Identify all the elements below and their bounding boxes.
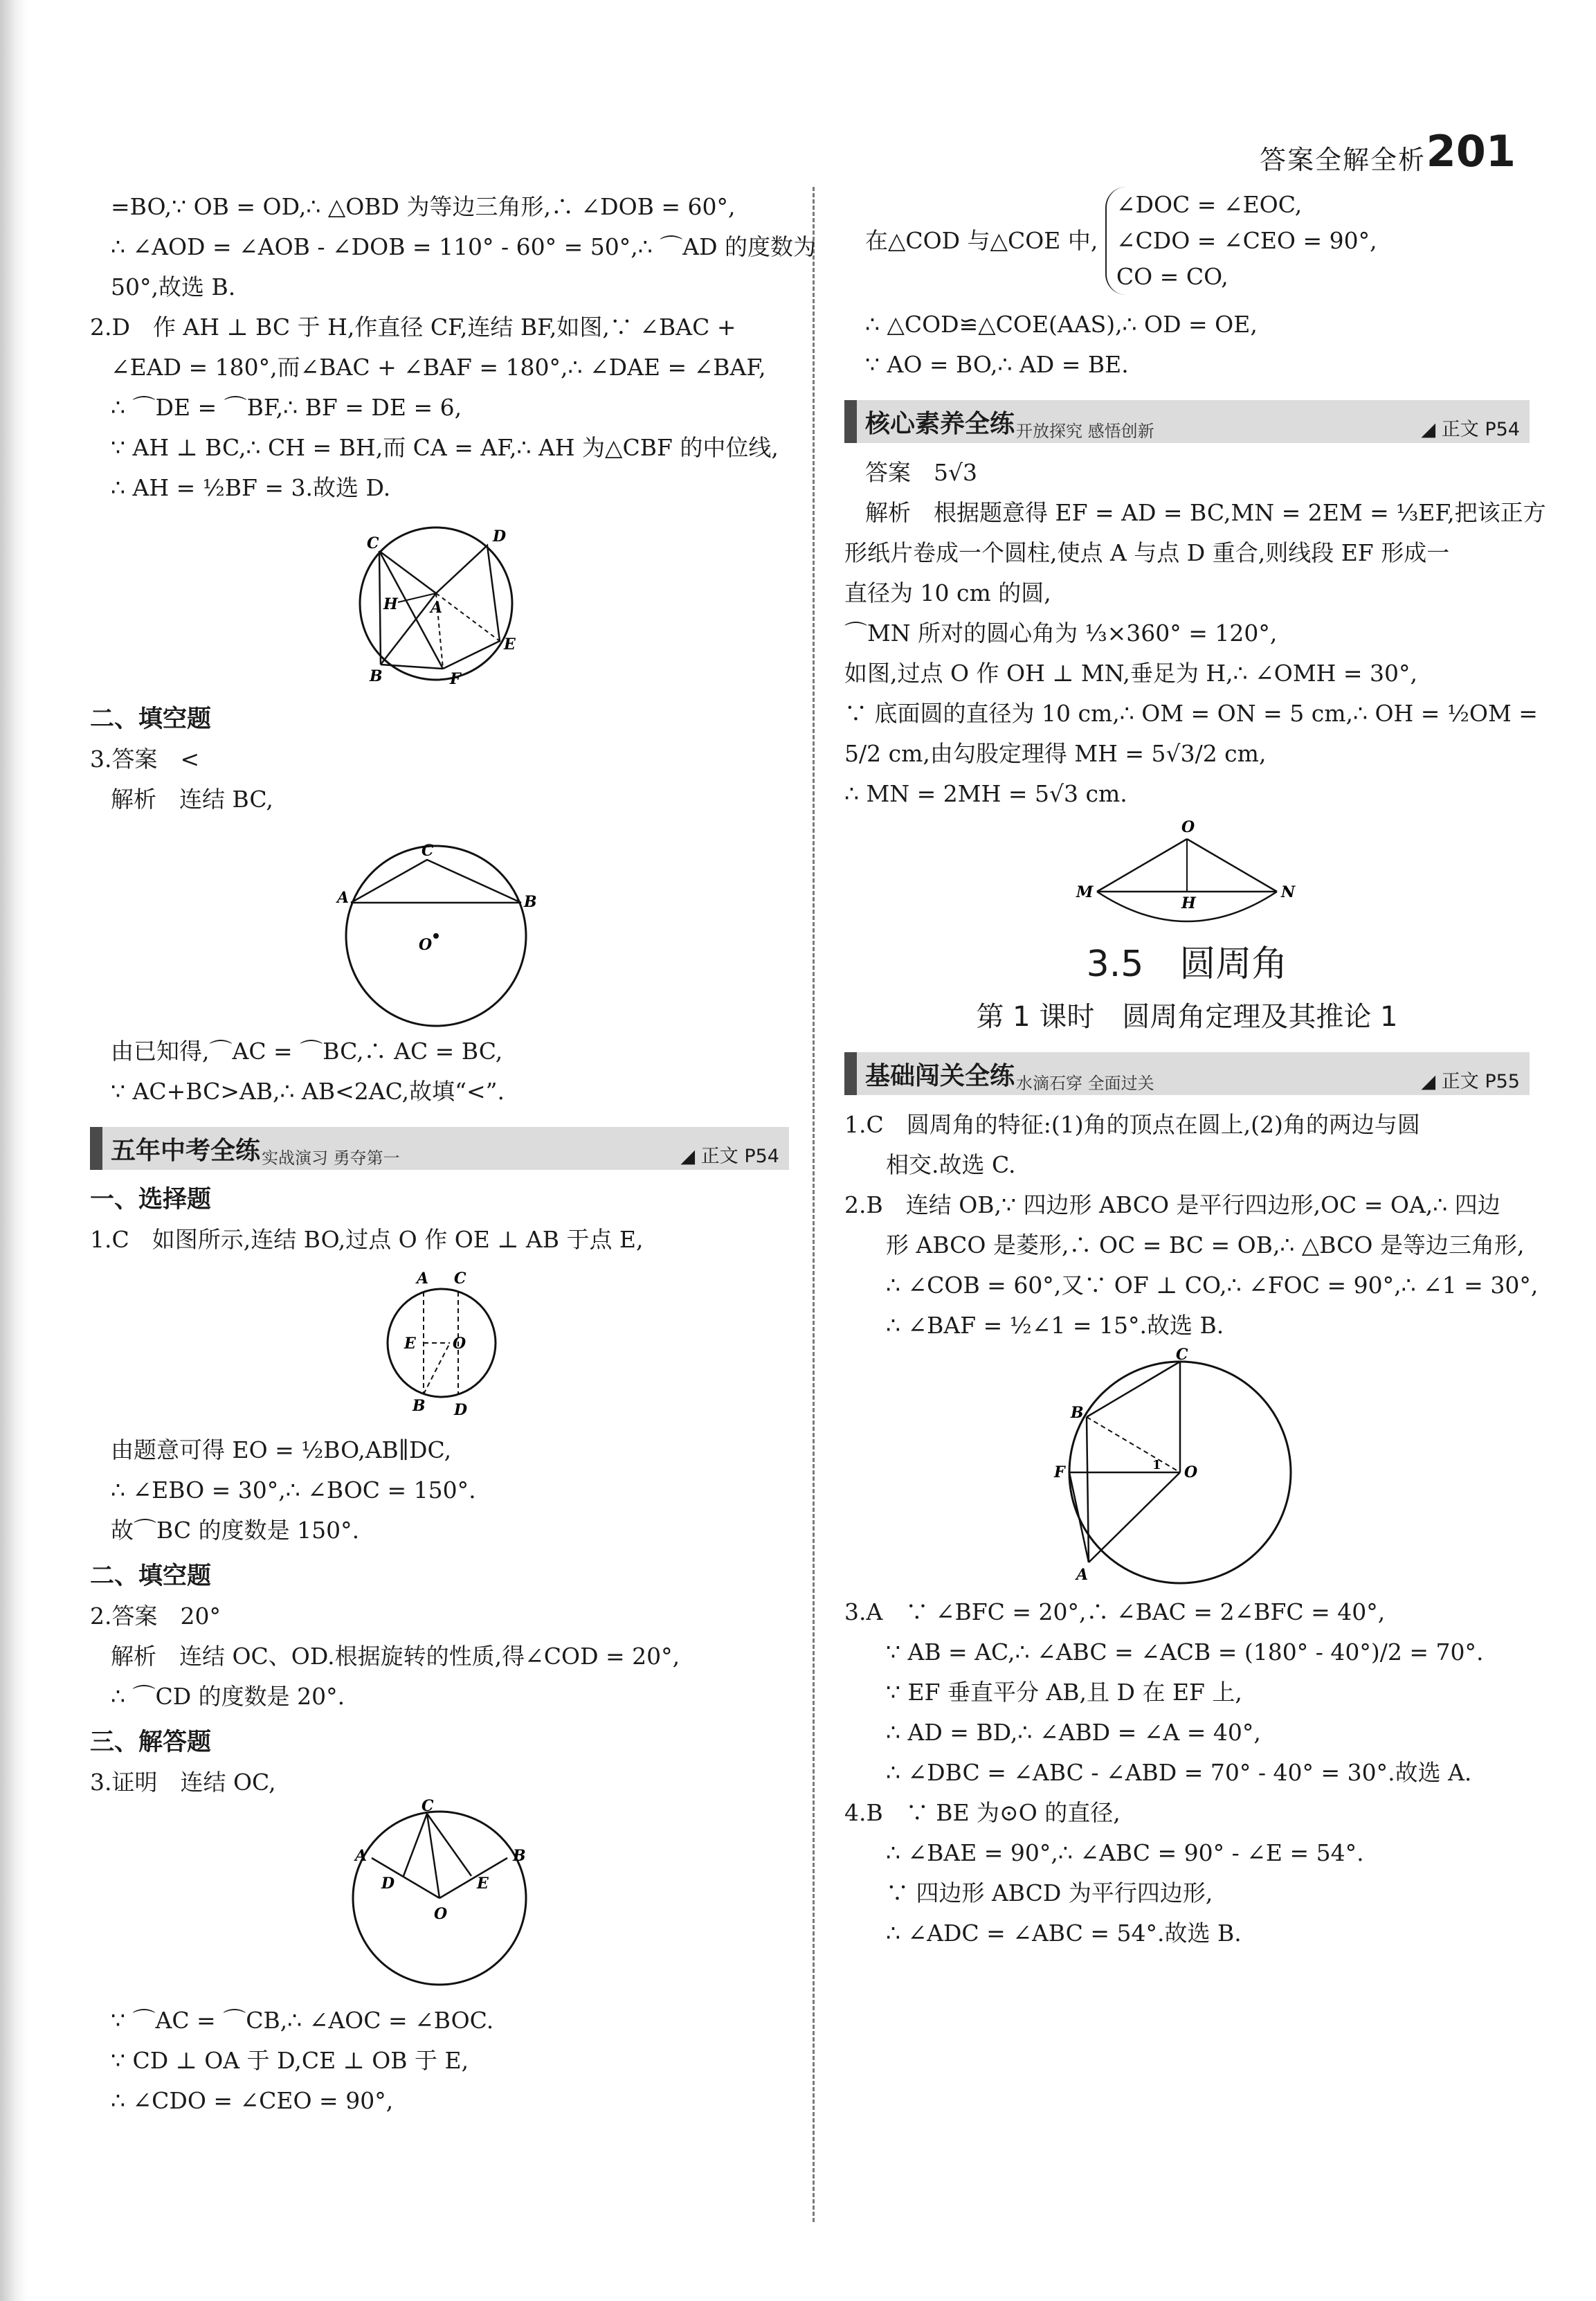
- answer-line: 2.答案 20°: [90, 1603, 221, 1630]
- system-brace: [1105, 187, 1377, 295]
- lesson-title: 第 1 课时 圆周角定理及其推论 1: [976, 1001, 1398, 1033]
- text-line: ∴ ∠EBO = 30°,∴ ∠BOC = 150°.: [111, 1477, 476, 1504]
- svg-text:1: 1: [1152, 1458, 1161, 1472]
- text-line: 形 ABCO 是菱形,∴ OC = BC = OB,∴ △BCO 是等边三角形,: [886, 1231, 1525, 1258]
- text-line: 直径为 10 cm 的圆,: [844, 579, 1051, 606]
- text-line: 3.A ∵ ∠BFC = 20°,∴ ∠BAC = 2∠BFC = 40°,: [844, 1598, 1386, 1625]
- banner-subtitle: 实战演习 勇夺第一: [262, 1148, 400, 1168]
- svg-text:O: O: [419, 936, 433, 954]
- analysis-line: 解析 根据题意得 EF = AD = BC,MN = 2EM = ⅓EF,把该正方: [865, 499, 1546, 526]
- answer-line: 3.答案 <: [90, 746, 200, 773]
- svg-text:B: B: [412, 1397, 426, 1415]
- svg-text:D: D: [493, 527, 507, 545]
- figure-arc-mn: [1076, 820, 1298, 923]
- svg-text:A: A: [337, 889, 350, 907]
- text-line: 2.B 连结 OB,∵ 四边形 ABCO 是平行四边形,OC = OA,∴ 四边: [844, 1191, 1500, 1218]
- svg-text:H: H: [1181, 894, 1196, 912]
- text-line: ∴ ⌒DE = ⌒BF,∴ BF = DE = 6,: [111, 394, 462, 421]
- text-line: ∴ ∠BAE = 90°,∴ ∠ABC = 90° - ∠E = 54°.: [886, 1839, 1364, 1866]
- banner-five-year: [90, 1127, 789, 1170]
- svg-text:O: O: [1184, 1463, 1198, 1481]
- text-line: ∵ EF 垂直平分 AB,且 D 在 EF 上,: [886, 1679, 1242, 1706]
- svg-text:E: E: [504, 635, 516, 653]
- svg-text:C: C: [1176, 1346, 1188, 1364]
- proof-line: 3.证明 连结 OC,: [90, 1769, 276, 1796]
- system-line: ∠DOC = ∠EOC,: [1116, 191, 1303, 218]
- svg-text:C: C: [454, 1270, 466, 1288]
- text-line: ∴ MN = 2MH = 5√3 cm.: [844, 780, 1127, 807]
- text-line: 如图,过点 O 作 OH ⊥ MN,垂足为 H,∴ ∠OMH = 30°,: [844, 660, 1418, 687]
- system-line: ∠CDO = ∠CEO = 90°,: [1116, 227, 1377, 254]
- banner-subtitle: 水滴石穿 全面过关: [1016, 1074, 1154, 1093]
- text-line: 形纸片卷成一个圆柱,使点 A 与点 D 重合,则线段 EF 形成一: [844, 539, 1450, 566]
- text-line: ∴ AH = ½BF = 3.故选 D.: [111, 474, 391, 501]
- svg-text:C: C: [421, 842, 434, 860]
- header-section: 答案全解全析: [1259, 145, 1426, 175]
- text-line: 1.C 如图所示,连结 BO,过点 O 作 OE ⊥ AB 于点 E,: [90, 1226, 644, 1253]
- text-line: =BO,∵ OB = OD,∴ △OBD 为等边三角形,∴ ∠DOB = 60°,: [111, 193, 736, 220]
- text-line: ∵ AO = BO,∴ AD = BE.: [865, 351, 1129, 378]
- svg-text:B: B: [524, 893, 537, 911]
- svg-text:F: F: [1054, 1463, 1065, 1481]
- section-title: 3.5 圆周角: [1086, 944, 1288, 985]
- figure-circle-sector: [336, 1797, 543, 1995]
- svg-text:A: A: [430, 599, 443, 617]
- svg-text:E: E: [404, 1335, 416, 1353]
- fill-heading: 二、填空题: [90, 705, 212, 733]
- svg-text:H: H: [383, 595, 398, 613]
- svg-text:A: A: [1076, 1566, 1089, 1584]
- left-column: [90, 187, 817, 2121]
- svg-text:F: F: [450, 670, 461, 688]
- text-line: ∴ ∠ADC = ∠ABC = 54°.故选 B.: [886, 1920, 1242, 1947]
- text-line: 4.B ∵ BE 为⊙O 的直径,: [844, 1799, 1121, 1826]
- text-line: ∵ CD ⊥ OA 于 D,CE ⊥ OB 于 E,: [111, 2047, 469, 2074]
- banner-title: 五年中考全练: [111, 1137, 261, 1165]
- text-line: ∴ ∠BAF = ½∠1 = 15°.故选 B.: [886, 1312, 1224, 1339]
- banner-ref: ◢ 正文 P54: [1421, 419, 1520, 440]
- figure-circle-rhombus: [1049, 1346, 1325, 1587]
- svg-text:N: N: [1281, 883, 1296, 901]
- text-line: 5/2 cm,由勾股定理得 MH = 5√3/2 cm,: [844, 740, 1267, 767]
- svg-text:B: B: [1071, 1404, 1084, 1422]
- text-line: 由题意可得 EO = ½BO,AB∥DC,: [111, 1436, 452, 1463]
- answer-line: 答案 5√3: [865, 459, 978, 486]
- banner-ref: ◢ 正文 P55: [1421, 1071, 1520, 1092]
- text-line: ∠EAD = 180°,而∠BAC + ∠BAF = 180°,∴ ∠DAE = ∠BAF,: [111, 354, 766, 381]
- text-line: 1.C 圆周角的特征:(1)角的顶点在圆上,(2)角的两边与圆: [844, 1111, 1420, 1138]
- text-line: ∵ AB = AC,∴ ∠ABC = ∠ACB = (180° - 40°)/2 = 70°.: [886, 1639, 1484, 1666]
- svg-text:O: O: [434, 1905, 448, 1923]
- text-line: ∴ ∠AOD = ∠AOB - ∠DOB = 110° - 60° = 50°,∴ ⌒AD 的度数为: [111, 233, 817, 260]
- text-line: 2.D 作 AH ⊥ BC 于 H,作直径 CF,连结 BF,如图,∵ ∠BAC +: [90, 314, 736, 341]
- figure-circle-chord-ab: [336, 825, 543, 1026]
- text-line: ∵ 四边形 ABCD 为平行四边形,: [886, 1879, 1213, 1906]
- text-line: ∴ ∠DBC = ∠ABC - ∠ABD = 70° - 40° = 30°.故选 A.: [886, 1759, 1472, 1786]
- fill-heading-2: 二、填空题: [90, 1562, 212, 1590]
- page-number: 201: [1426, 126, 1516, 177]
- banner-subtitle: 开放探究 感悟创新: [1016, 422, 1154, 441]
- svg-text:O: O: [1181, 818, 1195, 836]
- svg-text:B: B: [370, 667, 383, 685]
- text-line: ∵ AH ⊥ BC,∴ CH = BH,而 CA = AF,∴ AH 为△CBF 的中位线,: [111, 434, 779, 461]
- svg-text:A: A: [355, 1847, 368, 1865]
- text-line: ∴ △COD≌△COE(AAS),∴ OD = OE,: [865, 311, 1258, 338]
- choice-heading: 一、选择题: [90, 1186, 212, 1213]
- banner-ref: ◢ 正文 P54: [680, 1146, 779, 1167]
- system-prefix: 在△COD 与△COE 中,: [865, 227, 1098, 254]
- svg-text:O: O: [453, 1335, 466, 1353]
- svg-text:D: D: [381, 1875, 395, 1893]
- text-line: ∵ AC+BC>AB,∴ AB<2AC,故填“<”.: [111, 1078, 505, 1105]
- system-line: CO = CO,: [1116, 263, 1228, 290]
- equation-system: [844, 187, 1530, 305]
- svg-text:E: E: [477, 1875, 489, 1893]
- text-line: ∴ ⌒CD 的度数是 20°.: [111, 1683, 345, 1710]
- figure-circle-parallel: [381, 1265, 498, 1425]
- text-line: ∴ ∠CDO = ∠CEO = 90°,: [111, 2087, 394, 2114]
- svg-text:M: M: [1076, 883, 1094, 901]
- svg-text:D: D: [454, 1401, 468, 1419]
- banner-basic: [844, 1052, 1530, 1095]
- text-line: 相交.故选 C.: [886, 1151, 1016, 1178]
- banner-title: 基础闯关全练: [865, 1062, 1015, 1090]
- analysis-line: 解析 连结 BC,: [111, 786, 273, 813]
- column-divider: [813, 187, 815, 2222]
- text-line: ∵ 底面圆的直径为 10 cm,∴ OM = ON = 5 cm,∴ OH = ½OM =: [844, 700, 1538, 727]
- svg-text:B: B: [513, 1847, 526, 1865]
- text-line: 由已知得,⌒AC = ⌒BC,∴ AC = BC,: [111, 1038, 503, 1065]
- solve-heading: 三、解答题: [90, 1729, 212, 1756]
- banner-title: 核心素养全练: [865, 410, 1015, 438]
- figure-circle-chords: [339, 514, 540, 694]
- svg-text:C: C: [421, 1797, 434, 1815]
- text-line: ∴ AD = BD,∴ ∠ABD = ∠A = 40°,: [886, 1719, 1261, 1746]
- analysis-line: 解析 连结 OC、OD.根据旋转的性质,得∠COD = 20°,: [111, 1643, 680, 1670]
- text-line: ∵ ⌒AC = ⌒CB,∴ ∠AOC = ∠BOC.: [111, 2007, 494, 2034]
- text-line: 故⌒BC 的度数是 150°.: [111, 1517, 360, 1544]
- text-line: ∴ ∠COB = 60°,又∵ OF ⊥ CO,∴ ∠FOC = 90°,∴ ∠1 = 30°,: [886, 1272, 1539, 1299]
- right-column: [844, 187, 1546, 1953]
- page-gutter-shadow: [0, 0, 28, 2301]
- text-line: 50°,故选 B.: [111, 273, 236, 300]
- banner-core-literacy: [844, 400, 1530, 443]
- svg-text:A: A: [417, 1270, 429, 1288]
- text-line: ⌒MN 所对的圆心角为 ⅓×360° = 120°,: [844, 620, 1278, 647]
- svg-text:C: C: [367, 534, 379, 552]
